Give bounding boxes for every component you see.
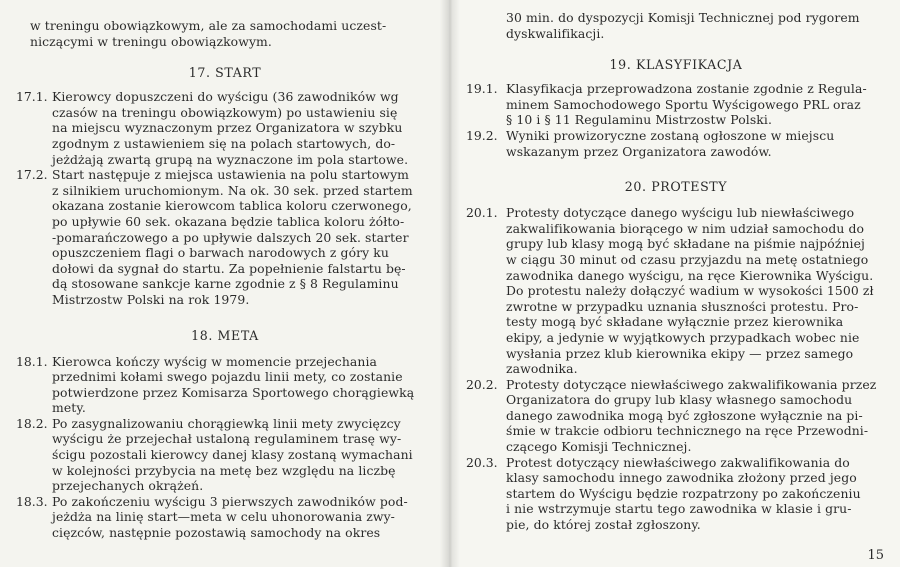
paragraph-number: 20.3.: [466, 454, 498, 470]
paragraph-body: [506, 455, 886, 533]
text-line: Klasyfikacja przeprowadzona zostanie zgodnie z Regula-: [506, 81, 867, 97]
text-line: Mistrzostw Polski na rok 1979.: [52, 291, 250, 307]
text-line: opuszczeniem flagi o barwach narodowych z góry ku: [52, 245, 389, 261]
right-page: [448, 0, 900, 567]
text-line: Protest dotyczący niewłaściwego zakwalifikowania do: [506, 454, 850, 470]
text-line: Wyniki prowizoryczne zostaną ogłoszone w miejscu: [506, 127, 835, 143]
text-line: Protesty dotyczące niewłaściwego zakwalifikowania przez: [506, 376, 877, 392]
paragraph-body: [52, 89, 434, 167]
paragraph-body: [52, 416, 434, 494]
paragraph-19-1: [466, 81, 886, 128]
paragraph-number: 19.2.: [466, 127, 498, 143]
paragraph-number: 18.2.: [16, 415, 48, 431]
intro-line: w treningu obowiązkowym, ale za samochodami uczest-: [30, 18, 387, 33]
paragraph-body: [506, 81, 886, 128]
intro-line: niczącymi w treningu obowiązkowym.: [30, 33, 272, 49]
text-line: czącego Komisji Technicznej.: [506, 439, 692, 455]
left-intro: [16, 18, 434, 49]
text-line: po upływie 60 sek. okazana będzie tablica koloru żółto-: [52, 213, 405, 229]
text-line: Organizatora do grupy lub klasy własnego samochodu: [506, 392, 853, 408]
section-heading-meta: 18. META: [191, 327, 259, 343]
text-line: zwrotne w przypadku uznania słuszności protestu. Pro-: [506, 298, 859, 314]
text-line: i nie wstrzymuje startu tego zawodnika w klasie i gru-: [506, 501, 852, 517]
section-heading-start: 17. START: [188, 65, 262, 81]
paragraph-20-2: [466, 377, 886, 455]
text-line: grupy lub klasy mogą być składane na piśmie najpóźniej: [506, 236, 865, 252]
text-line: mety.: [52, 400, 86, 416]
paragraph-number: 18.1.: [16, 353, 48, 369]
paragraph-number: 20.2.: [466, 376, 498, 392]
text-line: danego zawodnika mogą być zgłoszone wyłącznie na pi-: [506, 407, 863, 423]
paragraph-17-1: [16, 89, 434, 167]
page-number: 15: [867, 548, 884, 563]
text-line: -pomarańczowego a po upływie dalszych 20 sek. starter: [52, 229, 409, 245]
text-line: zawodnika.: [506, 361, 578, 377]
text-line: zakwalifikowania biorącego w nim udział samochodu do: [506, 220, 865, 236]
text-line: wysłania przez klub kierownika ekipy — przez samego: [506, 345, 854, 361]
paragraph-body: [52, 494, 434, 541]
paragraph-20-1: [466, 205, 886, 377]
text-line: pie, do której został zgłoszony.: [506, 517, 701, 533]
text-line: dołowi da sygnał do startu. Za popełnienie falstartu bę-: [52, 260, 406, 276]
left-page: [0, 0, 448, 567]
text-line: okazana zostanie kierowcom tablica koloru czerwonego,: [52, 198, 412, 214]
text-line: Po zakończeniu wyścigu 3 pierwszych zawodników pod-: [52, 493, 408, 509]
text-line: klasy samochodu innego zawodnika złożony przed jego: [506, 470, 857, 486]
paragraph-body: [506, 377, 886, 455]
text-line: w kolejności przybycia na metę bez względu na liczbę: [52, 462, 396, 478]
paragraph-number: 19.1.: [466, 81, 498, 97]
text-line: śmie w trakcie odbioru technicznego na ręce Przewodni-: [506, 423, 869, 439]
text-line: cięzców, następnie pozostawią samochody na okres: [52, 525, 381, 541]
text-line: Do protestu należy dołączyć wadium w wysokości 1500 zł: [506, 283, 874, 299]
text-line: przejechanych okrążeń.: [52, 478, 204, 494]
text-line: potwierdzone przez Komisarza Sportowego chorągiewką: [52, 384, 415, 400]
paragraph-body: [506, 205, 886, 377]
text-line: Start następuje z miejsca ustawienia na polu startowym: [52, 167, 410, 183]
section-heading-klasyfikacja: 19. KLASYFIKACJA: [609, 57, 743, 73]
right-intro: [466, 10, 886, 41]
text-line: czasów na treningu obowiązkowym) po ustawieniu się: [52, 104, 398, 120]
paragraph-18-2: [16, 416, 434, 494]
text-line: ścigu pozostali kierowcy danej klasy zostaną wymachani: [52, 447, 413, 463]
text-line: minem Samochodowego Sportu Wyścigowego PRL oraz: [506, 96, 861, 112]
text-line: z silnikiem uruchomionym. Na ok. 30 sek. przed startem: [52, 182, 413, 198]
intro-line: dyskwalifikacji.: [506, 25, 605, 41]
paragraph-17-2: [16, 167, 434, 307]
text-line: wskazanym przez Organizatora zawodów.: [506, 143, 772, 159]
intro-line: 30 min. do dyspozycji Komisji Technicznej pod rygorem: [506, 10, 860, 25]
text-line: ekipy, a jedynie w wyjątkowych przypadkach wobec nie: [506, 329, 860, 345]
text-line: Po zasygnalizowaniu chorągiewką linii mety zwycięzcy: [52, 415, 401, 431]
paragraph-body: [52, 354, 434, 416]
text-line: dą stosowane sankcje karne zgodnie z § 8 Regulaminu: [52, 276, 399, 292]
text-line: jeżdża na linię start—meta w celu uhonorowania zwy-: [52, 509, 395, 525]
paragraph-body: [52, 167, 434, 307]
paragraph-body: [506, 128, 886, 159]
paragraph-number: 18.3.: [16, 493, 48, 509]
text-line: Kierowca kończy wyścig w momencie przejechania: [52, 353, 378, 369]
text-line: § 10 i § 11 Regulaminu Mistrzostw Polski.: [506, 112, 773, 128]
text-line: Kierowcy dopuszczeni do wyścigu (36 zawodników wg: [52, 89, 399, 105]
text-line: na miejscu wyznaczonym przez Organizatora w szybku: [52, 120, 403, 136]
text-line: zawodnika danego wyścigu, na ręce Kierownika Wyścigu.: [506, 267, 874, 283]
text-line: zgodnym z ustawieniem się na polach startowych, do-: [52, 135, 396, 151]
paragraph-number: 17.1.: [16, 89, 48, 105]
text-line: startem do Wyścigu będzie rozpatrzony po zakończeniu: [506, 485, 861, 501]
paragraph-19-2: [466, 128, 886, 159]
text-line: Protesty dotyczące danego wyścigu lub niewłaściwego: [506, 205, 855, 221]
text-line: wyścigu że przejechał ustaloną regulaminem trasę wy-: [52, 431, 402, 447]
paragraph-number: 17.2.: [16, 167, 48, 183]
text-line: przednimi kołami swego pojazdu linii mety, co zostanie: [52, 369, 403, 385]
paragraph-18-1: [16, 354, 434, 416]
text-line: testy mogą być składane wyłącznie przez kierownika: [506, 314, 844, 330]
paragraph-20-3: [466, 455, 886, 533]
text-line: jeżdżają zwartą grupą na wyznaczone im pola startowe.: [52, 151, 409, 167]
paragraph-number: 20.1.: [466, 205, 498, 221]
paragraph-18-3: [16, 494, 434, 541]
section-heading-protesty: 20. PROTESTY: [624, 179, 728, 195]
text-line: w ciągu 30 minut od czasu przyjazdu na metę ostatniego: [506, 251, 869, 267]
